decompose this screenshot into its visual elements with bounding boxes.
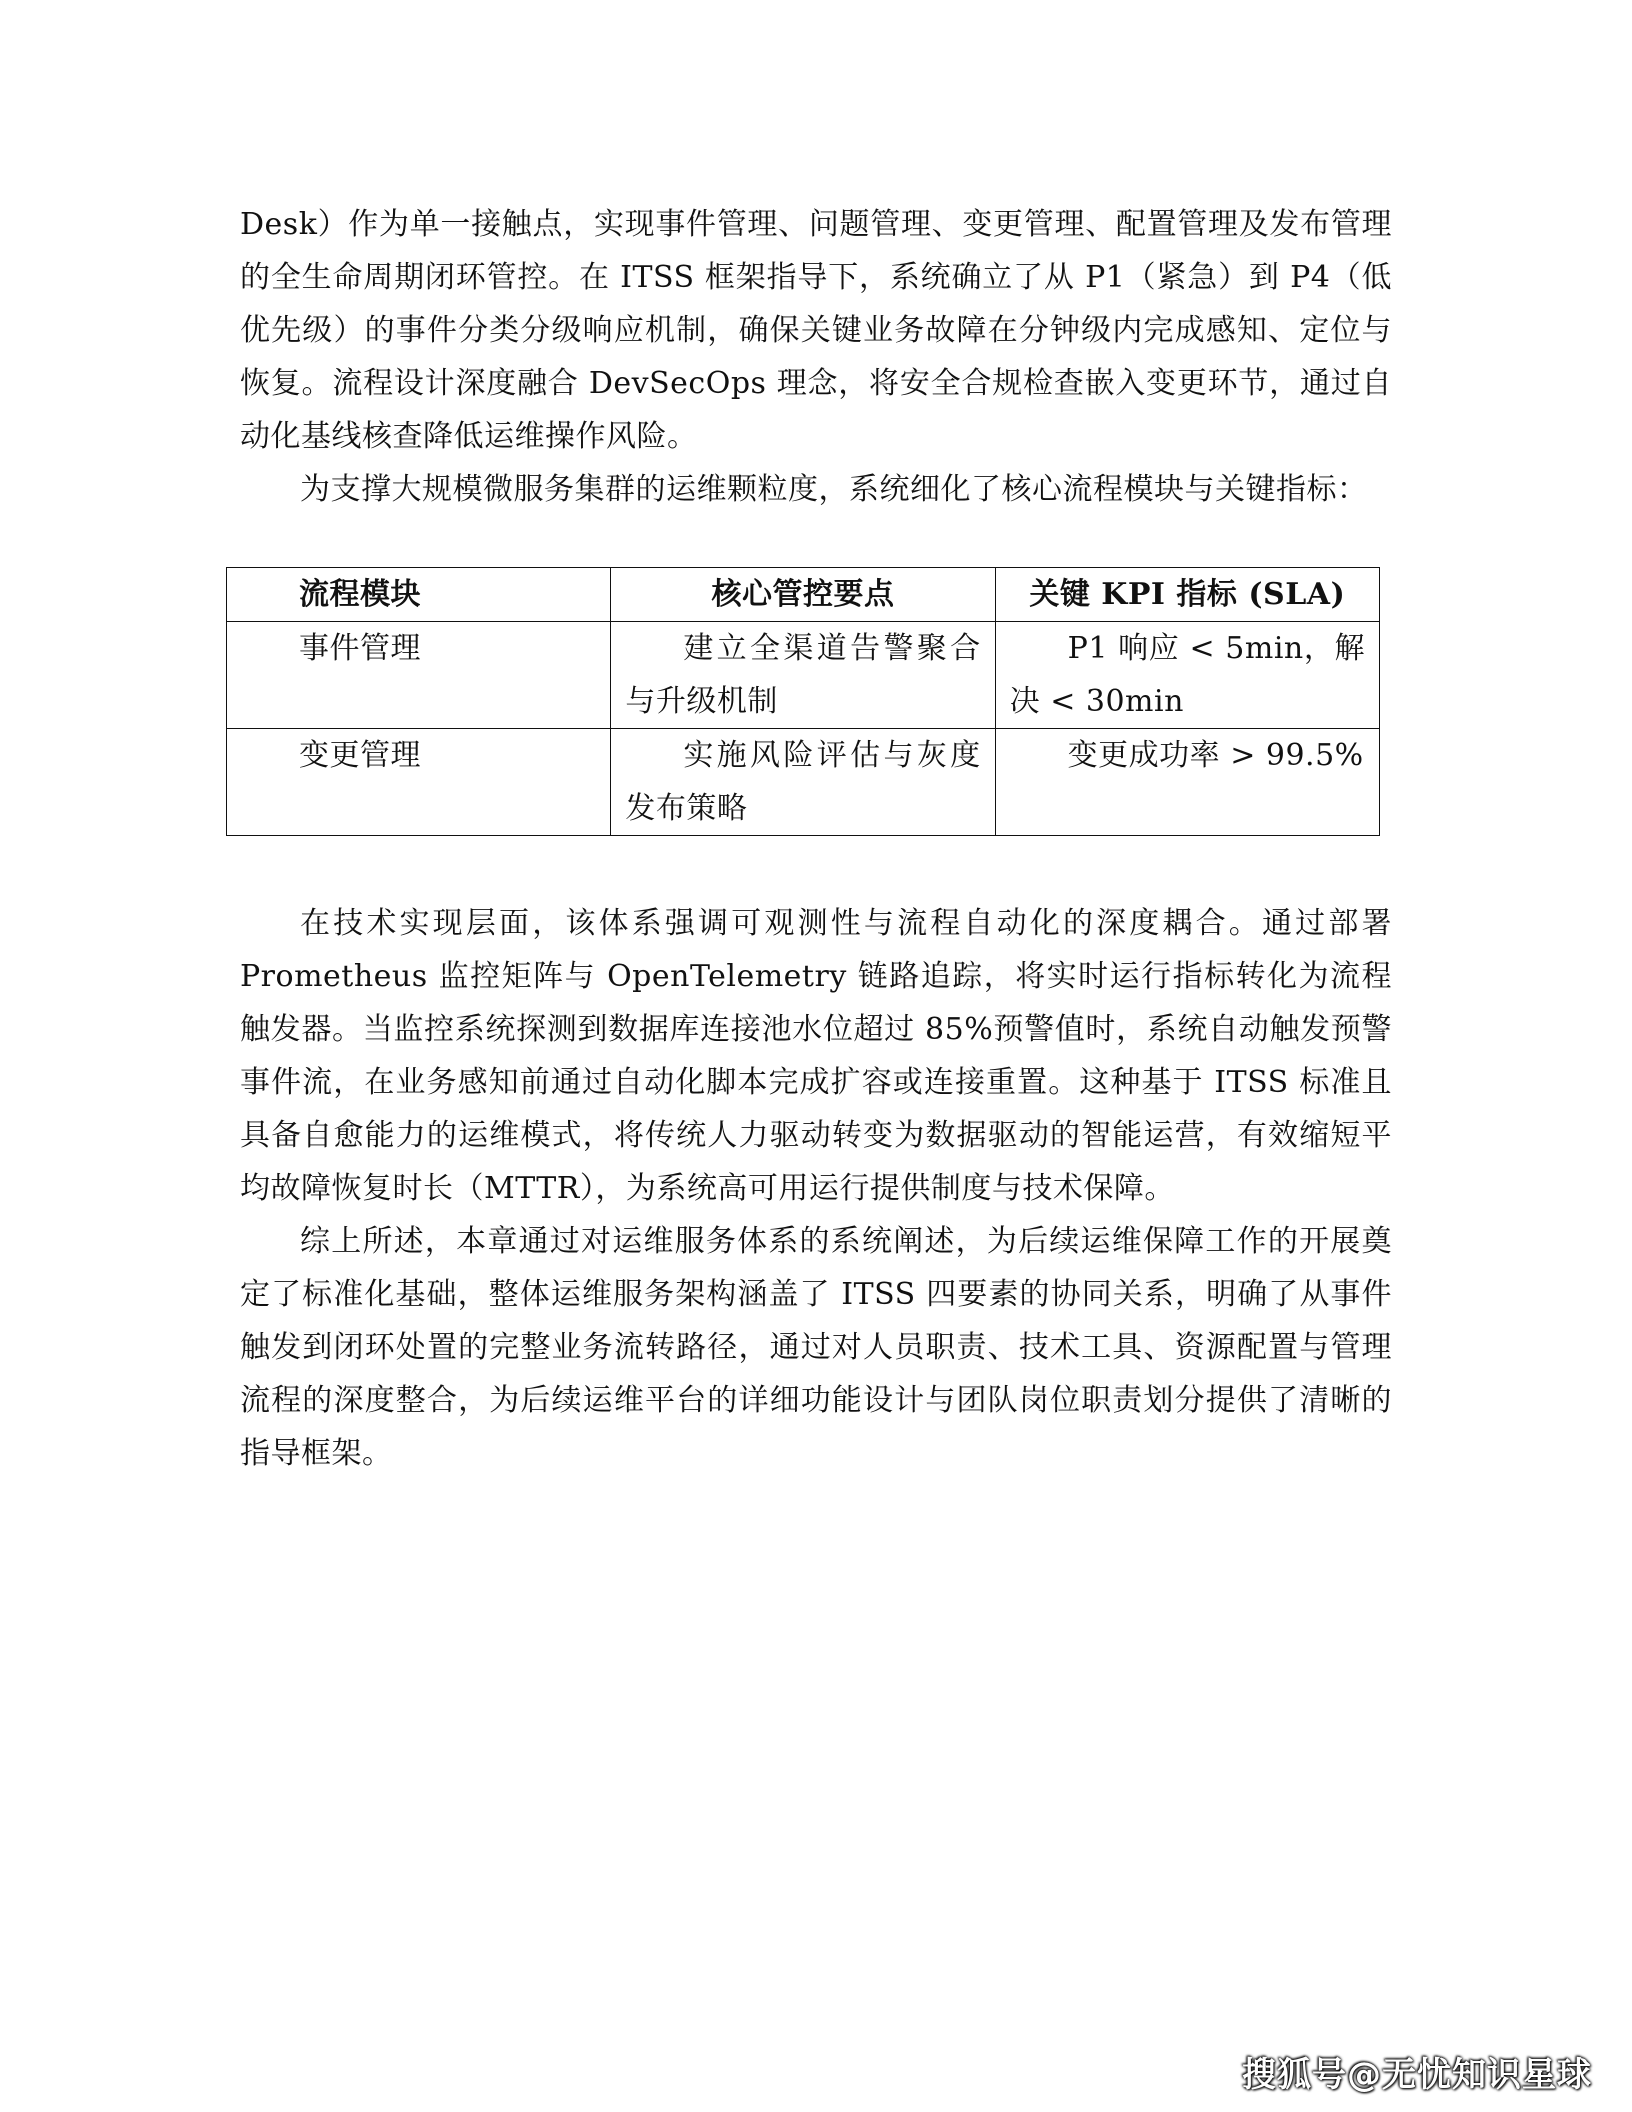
header-core-controls: 核心管控要点 [611, 568, 995, 622]
document-body-top [240, 198, 1392, 516]
cell-module: 事件管理 [227, 622, 611, 729]
paragraph-table-intro: 为支撑大规模微服务集群的运维颗粒度，系统细化了核心流程模块与关键指标： [300, 472, 1368, 507]
header-kpi-sla: 关键 KPI 指标 (SLA) [995, 568, 1379, 622]
paragraph-technical-implementation: 在技术实现层面，该体系强调可观测性与流程自动化的深度耦合。通过部署 Prometheus 监控矩阵与 OpenTelemetry 链路追踪，将实时运行指标转化为流程触发器。当监控系统探测到数据库连接池水位超过 85%预警值时，系统自动触发预警事件流，在业务感知前通过自动化脚本完成扩容或连接重置。这种基于 ITSS 标准且具备自愈能力的运维模式，将传统人力驱动转变为数据驱动的智能运营，有效缩短平均故障恢复时长（MTTR），为系统高可用运行提供制度与技术保障。 [240, 906, 1392, 1206]
kpi-table [226, 567, 1380, 836]
header-process-module: 流程模块 [227, 568, 611, 622]
paragraph-summary: 综上所述，本章通过对运维服务体系的系统阐述，为后续运维保障工作的开展奠定了标准化基础，整体运维服务架构涵盖了 ITSS 四要素的协同关系，明确了从事件触发到闭环处置的完整业务流转路径，通过对人员职责、技术工具、资源配置与管理流程的深度整合，为后续运维平台的详细功能设计与团队岗位职责划分提供了清晰的指导框架。 [240, 1224, 1392, 1471]
cell-kpi: P1 响应 < 5min，解决 < 30min [995, 622, 1379, 729]
watermark: 搜狐号@无忧知识星球 [1242, 2055, 1592, 2095]
cell-controls: 实施风险评估与灰度发布策略 [611, 729, 995, 836]
paragraph-process-overview: Desk）作为单一接触点，实现事件管理、问题管理、变更管理、配置管理及发布管理的全生命周期闭环管控。在 ITSS 框架指导下，系统确立了从 P1（紧急）到 P4（低优先级）的事件分类分级响应机制，确保关键业务故障在分钟级内完成感知、定位与恢复。流程设计深度融合 DevSecOps 理念，将安全合规检查嵌入变更环节，通过自动化基线核查降低运维操作风险。 [240, 207, 1393, 454]
cell-module: 变更管理 [227, 729, 611, 836]
table-row [227, 729, 1380, 836]
table-row [227, 622, 1380, 729]
document-body-bottom [240, 897, 1392, 1480]
cell-kpi: 变更成功率 > 99.5% [995, 729, 1379, 836]
cell-controls: 建立全渠道告警聚合与升级机制 [611, 622, 995, 729]
table-header-row [227, 568, 1380, 622]
